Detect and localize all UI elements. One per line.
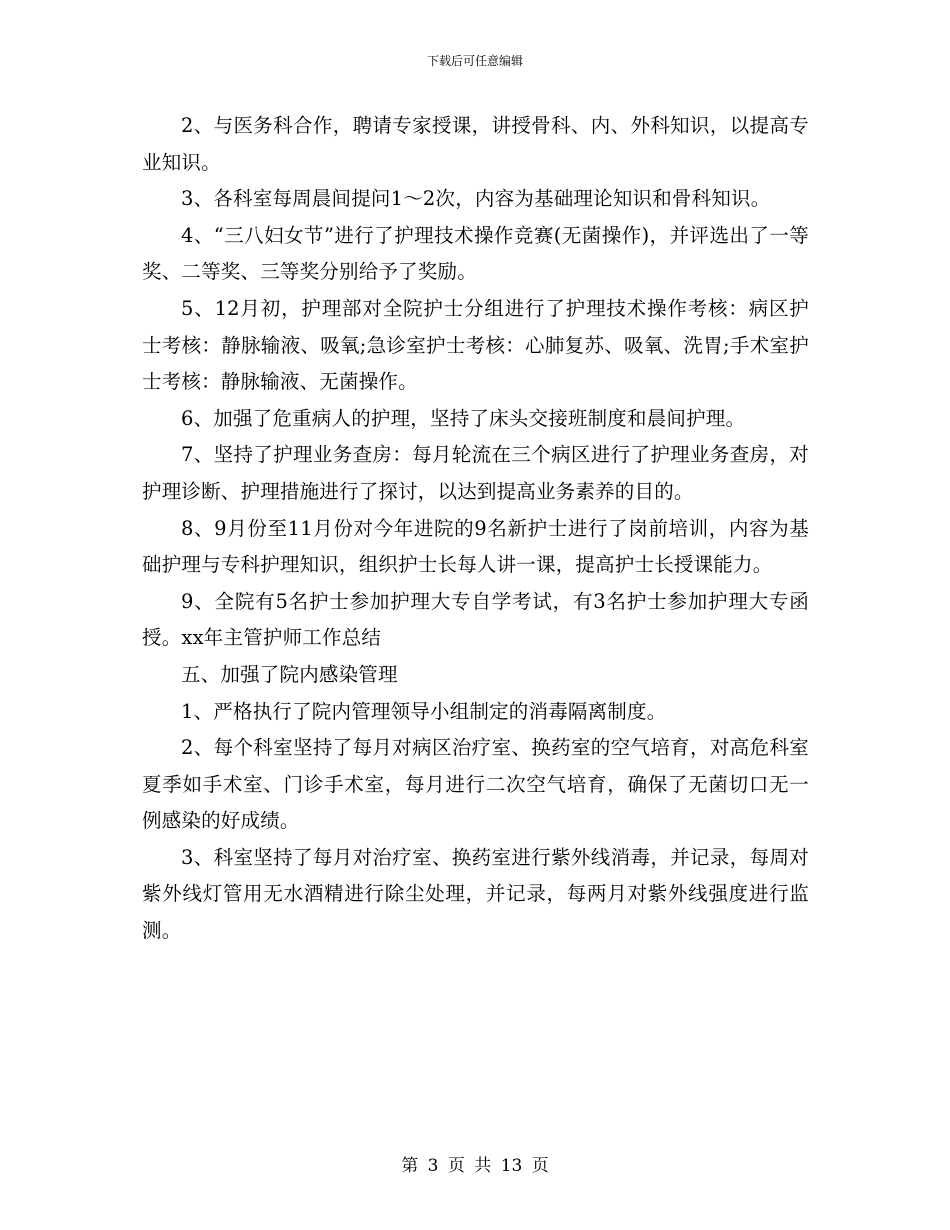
section-heading: 五、加强了院内感染管理 — [181, 662, 398, 686]
paragraph: 4、“三八妇女节”进行了护理技术操作竞赛(无菌操作)，并评选出了一等奖、二等奖、三等奖分别给予了奖励。 — [142, 223, 809, 284]
document-body — [142, 108, 809, 950]
paragraph: 3、科室坚持了每月对治疗室、换药室进行紫外线消毒，并记录，每周对紫外线灯管用无水酒精进行除尘处理，并记录，每两月对紫外线强度进行监测。 — [142, 845, 809, 943]
paragraph: 2、每个科室坚持了每月对病区治疗室、换药室的空气培育，对高危科室夏季如手术室、门诊手术室，每月进行二次空气培育，确保了无菌切口无一例感染的好成绩。 — [142, 736, 809, 833]
page-number-footer: 第 3 页 共 13 页 — [401, 1156, 549, 1176]
paragraph: 6、加强了危重病人的护理，坚持了床头交接班制度和晨间护理。 — [181, 406, 746, 430]
paragraph: 2、与医务科合作，聘请专家授课，讲授骨科、内、外科知识，以提高专业知识。 — [142, 114, 809, 174]
paragraph: 8、9月份至11月份对今年进院的9名新护士进行了岗前培训，内容为基础护理与专科护理知识，组织护士长每人讲一课，提高护士长授课能力。 — [142, 516, 809, 577]
paragraph: 1、严格执行了院内管理领导小组制定的消毒隔离制度。 — [181, 699, 667, 723]
paragraph: 7、坚持了护理业务查房：每月轮流在三个病区进行了护理业务查房，对护理诊断、护理措施进行了探讨，以达到提高业务素养的目的。 — [142, 443, 809, 503]
paragraph: 3、各科室每周晨间提问1～2次，内容为基础理论知识和骨科知识。 — [181, 187, 771, 211]
paragraph: 5、12月初，护理部对全院护士分组进行了护理技术操作考核：病区护士考核：静脉输液、吸氧;急诊室护士考核：心肺复苏、吸氧、洗胃;手术室护士考核：静脉输液、无菌操作。 — [142, 296, 809, 394]
page-header-note: 下载后可任意编辑 — [426, 54, 523, 68]
paragraph: 9、全院有5名护士参加护理大专自学考试，有3名护士参加护理大专函授。xx年主管护师工作总结 — [142, 589, 809, 650]
